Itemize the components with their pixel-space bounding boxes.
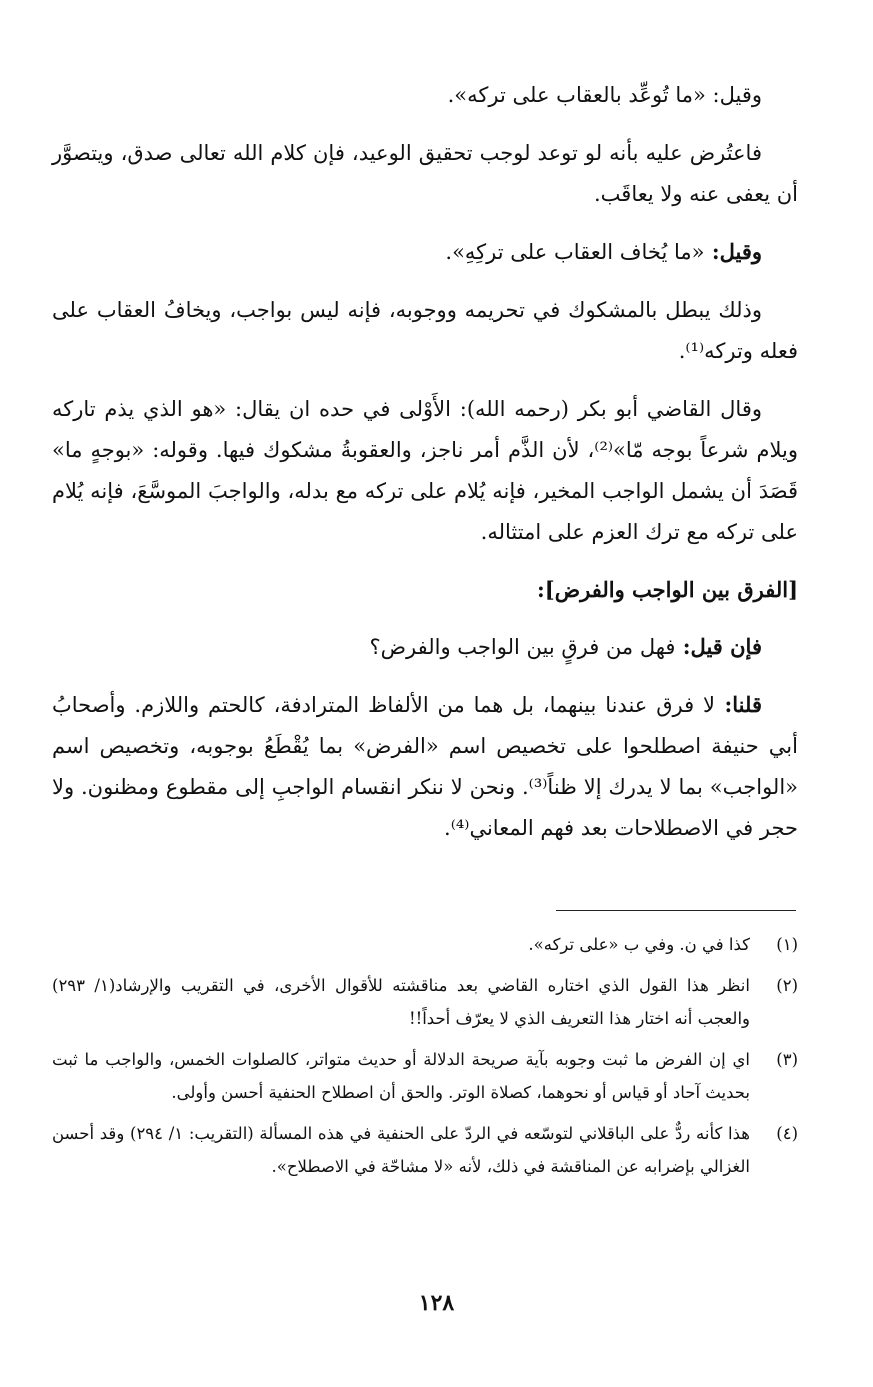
paragraph-2 <box>52 132 798 215</box>
footnote-text: كذا في ن. وفي ب «على تركه». <box>528 935 750 954</box>
footnote-number: (١) <box>776 935 798 954</box>
paragraph-4 <box>52 289 798 372</box>
paragraph-2-text: فاعتُرض عليه بأنه لو توعد لوجب تحقيق الوعيد، فإن كلام الله تعالى صدق، ويتصوَّر أن يعفى عنه ولا يعاقَب. <box>52 141 798 206</box>
paragraph-3 <box>52 231 798 273</box>
answer-paragraph <box>52 684 798 849</box>
footnote-2 <box>52 969 798 1035</box>
footnote-number: (٣) <box>776 1050 798 1069</box>
paragraph-3-text: «ما يُخاف العقاب على تركِهِ». <box>445 240 705 264</box>
footnote-3 <box>52 1043 798 1109</box>
paragraph-1-text: وقيل: «ما تُوعِّد بالعقاب على تركه». <box>447 83 762 107</box>
answer-lead: قلنا: <box>715 692 762 717</box>
footnote-4 <box>52 1117 798 1183</box>
footnote-text: هذا كأنه ردٌّ على الباقلاني لتوسّعه في الردّ على الحنفية في هذه المسألة (التقريب: ١/ ٢٩٤) وقد أحسن الغزالي بإضرابه عن المناقشة في ذلك، لأنه «لا مشاحّة في الاصطلاح». <box>52 1124 750 1176</box>
paragraph-5 <box>52 388 798 553</box>
question-lead: فإن قيل: <box>675 634 762 659</box>
footnote-number: (٢) <box>776 976 798 995</box>
footnote-text: انظر هذا القول الذي اختاره القاضي بعد مناقشته للأقوال الأخرى، في التقريب والإرشاد(١/ ٢٩٣) والعجب أنه اختار هذا التعريف الذي لا يعرّف أحداً!! <box>52 976 750 1028</box>
paragraph-1 <box>52 74 798 116</box>
paragraph-4-text: وذلك يبطل بالمشكوك في تحريمه ووجوبه، فإنه ليس بواجب، ويخافُ العقاب على فعله وتركه⁽¹⁾. <box>52 298 798 363</box>
footnote-divider <box>556 910 796 911</box>
footnote-1 <box>52 928 798 961</box>
page-content <box>52 74 798 1176</box>
footnote-number: (٤) <box>776 1124 798 1143</box>
footnote-text: اي إن الفرض ما ثبت وجوبه بآية صريحة الدلالة أو حديث متواتر، كالصلوات الخمس، والواجب ما ثبت بحديث آحاد أو قياس أو نحوهما، كصلاة الوتر. والحق أن اصطلاح الحنفية أحسن وأولى. <box>52 1050 750 1102</box>
paragraph-3-lead: وقيل: <box>704 239 762 264</box>
page-number: ١٢٨ <box>418 1290 455 1316</box>
main-text <box>52 74 798 849</box>
section-heading: [الفرق بين الواجب والفرض]: <box>537 577 798 602</box>
question-paragraph <box>52 626 798 668</box>
paragraph-5-text: وقال القاضي أبو بكر (رحمه الله): الأَوْلى في حده ان يقال: «هو الذي يذم تاركه ويلام شرعاً بوجه مّا»⁽²⁾، لأن الذَّم أمر ناجز، والعقوبةُ مشكوك فيها. وقوله: «بوجهٍ ما» قَصَدَ أن يشمل الواجب المخير، فإنه يُلام على تركه مع بدله، والواجبَ الموسَّعَ، فإنه يُلام على تركه مع ترك العزم على امتثاله. <box>52 397 798 544</box>
footnotes <box>52 928 798 1191</box>
answer-text: لا فرق عندنا بينهما، بل هما من الألفاظ المترادفة، كالحتم واللازم. وأصحابُ أبي حنيفة اصطلحوا على تخصيص اسم «الفرض» بما يُقْطَعُ بوجوبه، وتخصيص اسم «الواجب» بما لا يدرك إلا ظناً⁽³⁾. ونحن لا ننكر انقسام الواجبِ إلى مقطوع ومظنون. ولا حجر في الاصطلاحات بعد فهم المعاني⁽⁴⁾. <box>52 693 798 840</box>
question-text: فهل من فرقٍ بين الواجب والفرض؟ <box>369 635 676 659</box>
